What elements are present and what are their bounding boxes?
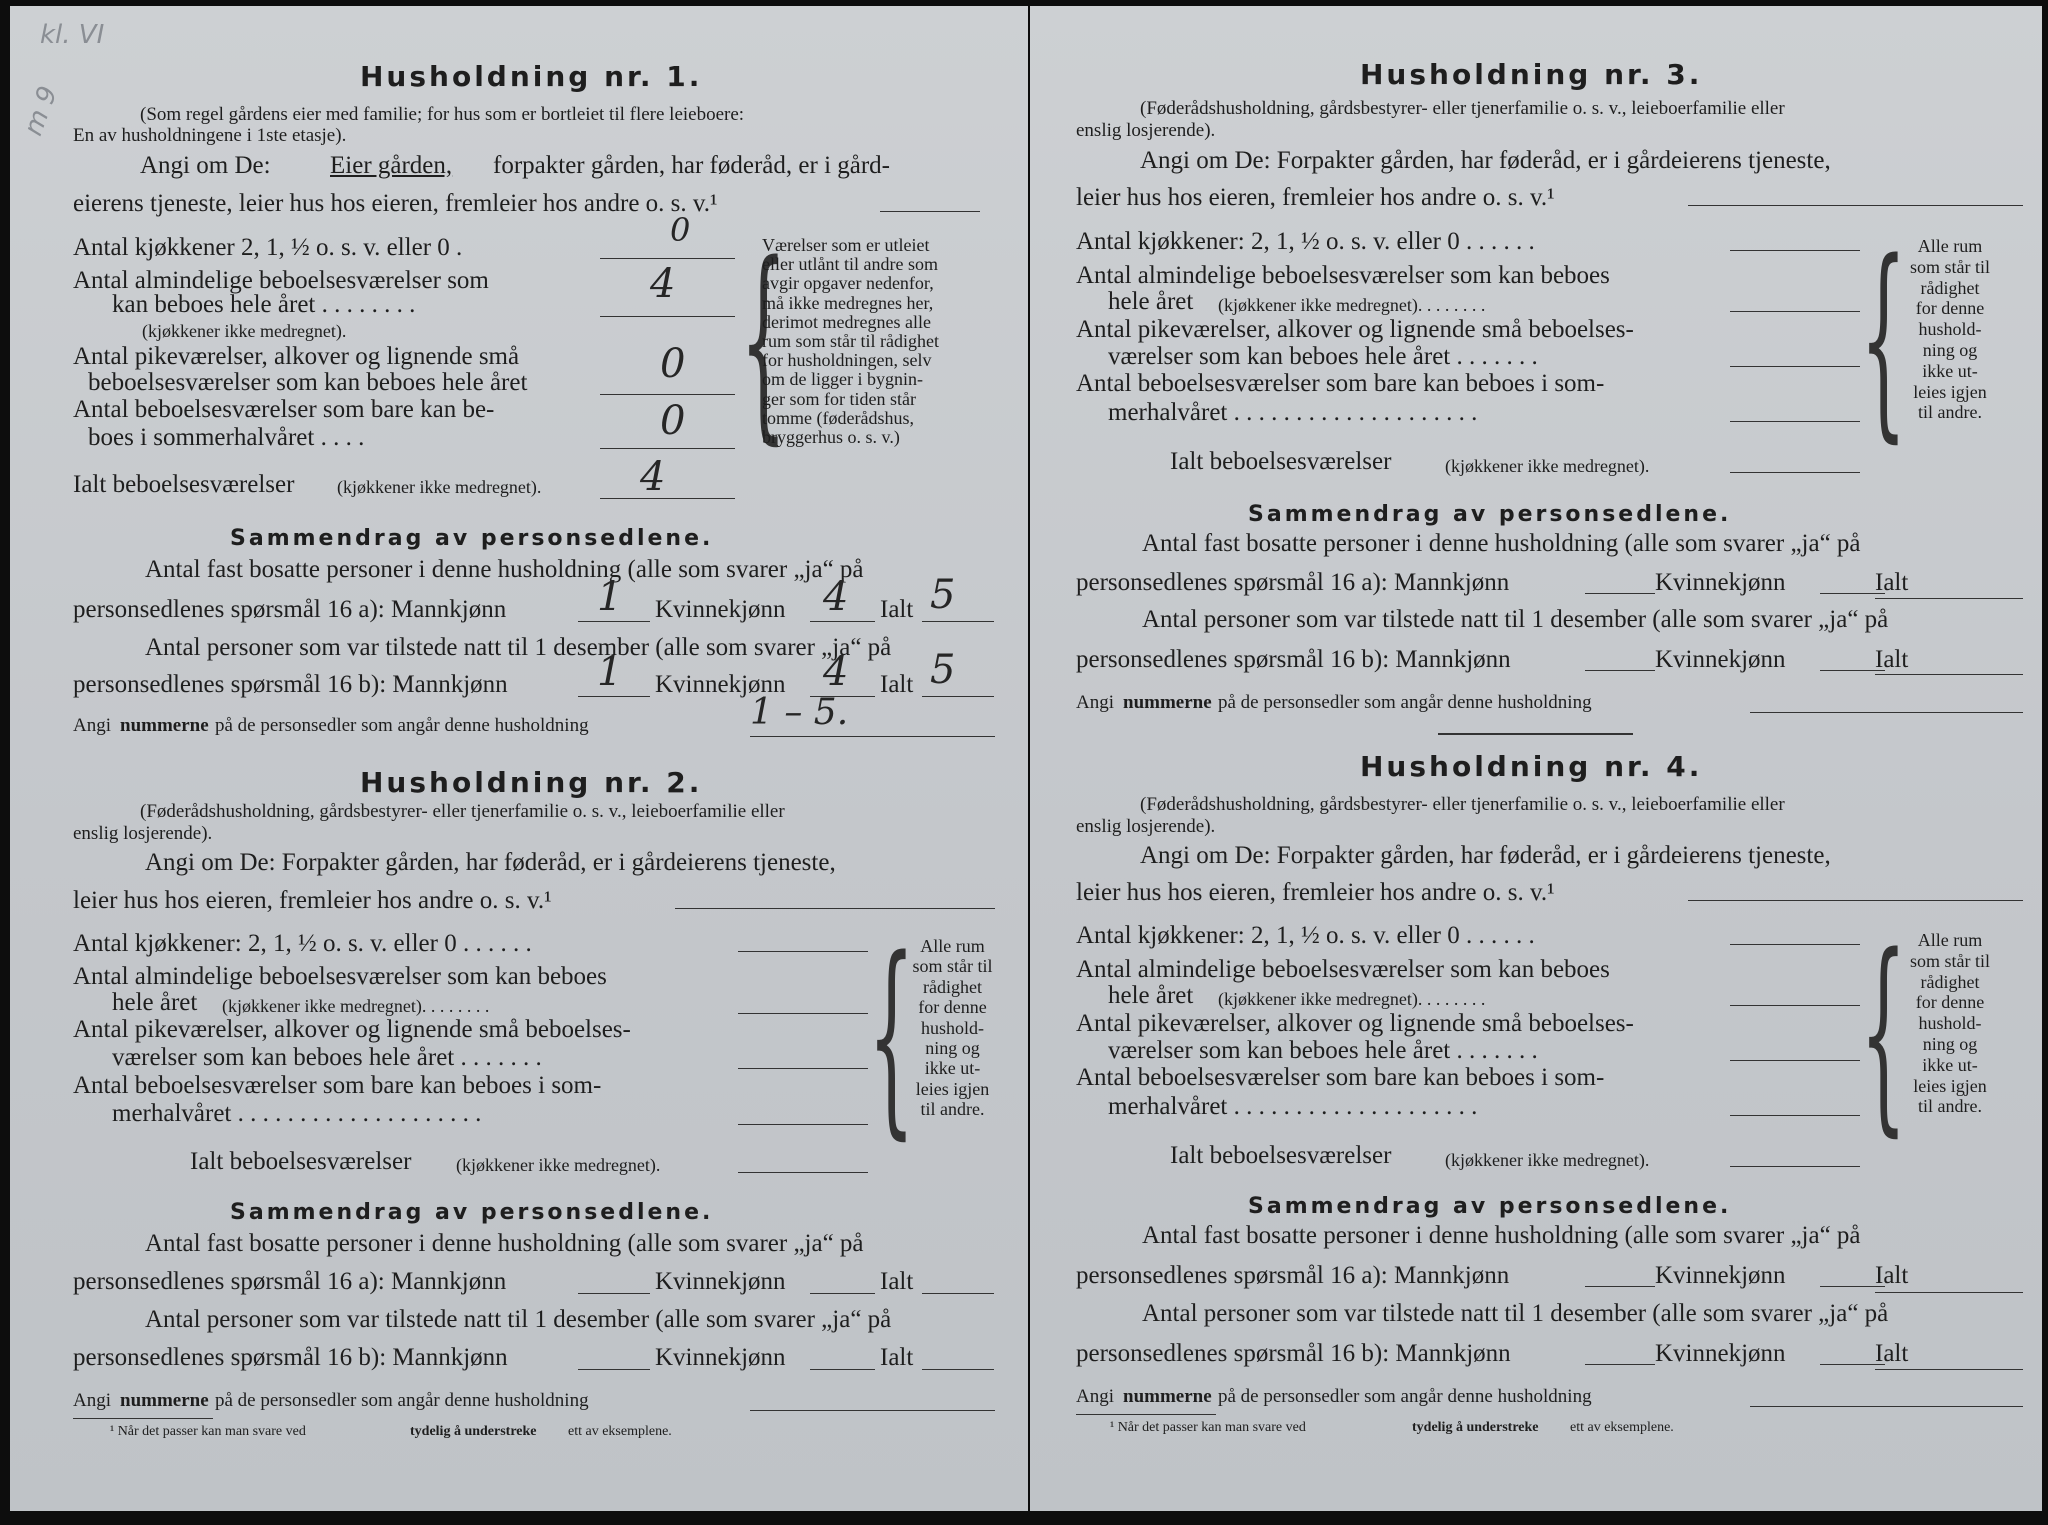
hh1-small-label1: Antal pikeværelser, alkover og lignende små <box>73 343 520 370</box>
hh1-side-note-line: ger som for tiden står <box>762 388 916 409</box>
hh2-side-note-line: ikke ut- <box>924 1058 981 1079</box>
hh1-side-note-line: rum som står til rådighet <box>762 331 939 352</box>
hh3-small-label2: værelser som kan beboes hele året . . . . . . . <box>1108 343 1538 370</box>
hh4-total-line <box>1730 1166 1860 1167</box>
hh4-numbers-label-c: på de personsedler som angår denne husholdning <box>1218 1386 1592 1407</box>
hh3-note-line2: enslig losjerende). <box>1076 120 1216 141</box>
hh4-numbers-label-a: Angi <box>1076 1386 1114 1407</box>
hh1-side-note-line: tomme (føderådshus, <box>762 407 914 428</box>
hh1-summer-line <box>600 448 735 449</box>
hh1-numbers-label-b: nummerne <box>120 715 209 736</box>
hh2-angi-line1: Angi om De: Forpakter gården, har føderåd, er i gårdeierens tjeneste, <box>145 849 836 876</box>
hh3-small-label1: Antal pikeværelser, alkover og lignende små beboelses- <box>1076 316 1634 343</box>
hh2-rooms-label1: Antal almindelige beboelsesværelser som kan beboes <box>73 963 607 990</box>
hh2-numbers-line <box>750 1410 995 1411</box>
hh2-fast-male-line <box>578 1293 650 1294</box>
hh1-small-line <box>600 394 735 395</box>
hh2-rooms-note: (kjøkkener ikke medregnet). . . . . . . . <box>222 996 490 1016</box>
pencil-mark-top: kl. VI <box>40 20 105 50</box>
hh3-total-label: Ialt beboelsesværelser <box>1170 448 1392 475</box>
hh3-angi-answer-line <box>1688 205 2023 206</box>
hh4-fast-total-label: Ialt <box>1875 1262 1909 1289</box>
hh3-til-total-label: Ialt <box>1875 646 1909 673</box>
hh4-fast-line2: personsedlenes spørsmål 16 a): Mannkjønn <box>1076 1262 1510 1289</box>
hh4-summer-label1: Antal beboelsesværelser som bare kan beboes i som- <box>1076 1064 1605 1091</box>
hh2-note-line1: (Føderådshusholdning, gårdsbestyrer- eller tjenerfamilie o. s. v., leieboerfamilie eller <box>140 801 785 822</box>
hh2-fast-total-line <box>922 1293 994 1294</box>
hh2-til-line2: personsedlenes spørsmål 16 b): Mannkjønn <box>73 1344 508 1371</box>
hh1-til-male-line <box>578 696 650 697</box>
hh4-fast-female-label: Kvinnekjønn <box>1655 1262 1786 1289</box>
hh4-fast-total-line <box>1875 1292 2023 1293</box>
hh4-side-note-line: til andre. <box>1918 1096 1982 1117</box>
hh4-total-label: Ialt beboelsesværelser <box>1170 1142 1392 1169</box>
footnote-right-a: ¹ Når det passer kan man svare ved <box>1110 1420 1306 1435</box>
hh3-angi-line1: Angi om De: Forpakter gården, har føderåd, er i gårdeierens tjeneste, <box>1140 147 1831 174</box>
hh3-side-note-line: til andre. <box>1918 402 1982 423</box>
hh3-small-line <box>1730 366 1860 367</box>
hh4-rooms-note: (kjøkkener ikke medregnet). . . . . . . . <box>1218 989 1486 1009</box>
hh4-side-note-line: leies igjen <box>1913 1075 1987 1096</box>
hh2-til-female-line <box>810 1369 875 1370</box>
hh1-numbers-line <box>750 736 995 737</box>
hh2-angi-answer-line <box>675 908 995 909</box>
hh2-total-line <box>738 1172 868 1173</box>
hh3-side-note-line: Alle rum <box>1917 236 1983 256</box>
hh2-til-total-line <box>922 1369 994 1370</box>
hh4-angi-answer-line <box>1688 900 2023 901</box>
hh2-summer-label1: Antal beboelsesværelser som bare kan beboes i som- <box>73 1072 602 1099</box>
hh3-fast-line1: Antal fast bosatte personer i denne husholdning (alle som svarer „ja“ på <box>1142 530 1861 557</box>
hh2-til-female-label: Kvinnekjønn <box>655 1344 786 1371</box>
hh1-total-note: (kjøkkener ikke medregnet). <box>337 477 542 497</box>
hh3-rooms-label1: Antal almindelige beboelsesværelser som kan beboes <box>1076 262 1610 289</box>
hh1-fast-male: 1 <box>597 574 623 620</box>
hh2-side-note-line: for denne <box>918 997 987 1018</box>
hh2-kitchens-label: Antal kjøkkener: 2, 1, ½ o. s. v. eller 0 . . . . . . <box>73 930 532 957</box>
hh4-summary-title: Sammendrag av personsedlene. <box>1248 1194 1732 1219</box>
hh1-small-label2: beboelsesværelser som kan beboes hele året <box>88 369 528 396</box>
hh1-brace: { <box>740 218 787 463</box>
hh2-summer-line <box>738 1124 868 1125</box>
hh4-brace: { <box>1860 910 1907 1155</box>
hh1-angi-line2: eierens tjeneste, leier hus hos eieren, fremleier hos andre o. s. v.¹ <box>73 190 718 217</box>
hh3-til-female-label: Kvinnekjønn <box>1655 646 1786 673</box>
hh1-small-value: 0 <box>660 341 686 387</box>
hh1-side-note <box>762 236 1002 447</box>
hh3-rooms-label2: hele året <box>1108 288 1194 315</box>
hh4-fast-line1: Antal fast bosatte personer i denne husholdning (alle som svarer „ja“ på <box>1142 1222 1861 1249</box>
hh4-numbers-line <box>1750 1406 2023 1407</box>
hh2-summary-title: Sammendrag av personsedlene. <box>230 1200 714 1225</box>
hh4-side-note <box>1885 930 2015 1117</box>
hh2-til-total-label: Ialt <box>880 1344 914 1371</box>
hh3-total-line <box>1730 472 1860 473</box>
pencil-mark-side: m 9 <box>18 82 64 140</box>
hh2-numbers-label-c: på de personsedler som angår denne husholdning <box>215 1390 589 1411</box>
hh1-side-note-line: om de ligger i bygnin- <box>762 369 923 390</box>
hh1-rooms-label1: Antal almindelige beboelsesværelser som <box>73 267 489 294</box>
hh2-numbers-label-b: nummerne <box>120 1390 209 1411</box>
hh1-side-note-line: derimot medregnes alle <box>762 311 931 332</box>
hh1-rooms-label2: kan beboes hele året . . . . . . . . <box>112 291 416 318</box>
hh4-numbers-label-b: nummerne <box>1123 1386 1212 1407</box>
hh4-small-line <box>1730 1060 1860 1061</box>
hh4-til-line1: Antal personer som var tilstede natt til 1 desember (alle som svarer „ja“ på <box>1142 1300 1889 1327</box>
hh4-rooms-label2: hele året <box>1108 982 1194 1009</box>
hh1-til-total: 5 <box>930 647 956 693</box>
hh1-rooms-value: 4 <box>650 261 676 307</box>
hh2-fast-line1: Antal fast bosatte personer i denne husholdning (alle som svarer „ja“ på <box>145 1230 864 1257</box>
hh2-rooms-line <box>738 1013 868 1014</box>
hh3-summer-line <box>1730 421 1860 422</box>
hh1-fast-female-label: Kvinnekjønn <box>655 596 786 623</box>
hh3-til-line1: Antal personer som var tilstede natt til 1 desember (alle som svarer „ja“ på <box>1142 606 1889 633</box>
hh1-angi-options: forpakter gården, har føderåd, er i gård- <box>493 152 891 179</box>
hh3-kitchens-label: Antal kjøkkener: 2, 1, ½ o. s. v. eller 0 . . . . . . <box>1076 228 1535 255</box>
hh2-side-note <box>890 936 1015 1120</box>
hh1-angi-eier-underlined: Eier gården, <box>330 152 453 179</box>
hh4-til-male-line <box>1585 1364 1655 1365</box>
hh2-total-label: Ialt beboelsesværelser <box>190 1148 412 1175</box>
hh3-side-note-line: rådighet <box>1920 277 1980 298</box>
left-page <box>10 6 1028 1511</box>
hh2-fast-line2: personsedlenes spørsmål 16 a): Mannkjønn <box>73 1268 507 1295</box>
hh3-fast-total-line <box>1875 598 2023 599</box>
hh4-summer-label2: merhalvåret . . . . . . . . . . . . . . . . . . . . <box>1108 1093 1478 1120</box>
hh4-side-note-line: rådighet <box>1920 971 1980 992</box>
hh1-numbers-label-a: Angi <box>73 715 111 736</box>
hh2-numbers-label-a: Angi <box>73 1390 111 1411</box>
hh4-small-label1: Antal pikeværelser, alkover og lignende små beboelses- <box>1076 1010 1634 1037</box>
hh3-numbers-label-c: på de personsedler som angår denne husholdning <box>1218 692 1592 713</box>
hh4-angi-line1: Angi om De: Forpakter gården, har føderåd, er i gårdeierens tjeneste, <box>1140 842 1831 869</box>
hh3-side-note-line: som står til <box>1910 256 1990 277</box>
hh2-rooms-label2: hele året <box>112 989 198 1016</box>
hh3-fast-line2: personsedlenes spørsmål 16 a): Mannkjønn <box>1076 569 1510 596</box>
footnote-right-c: ett av eksemplene. <box>1570 1420 1674 1435</box>
hh3-rooms-line <box>1730 311 1860 312</box>
hh3-numbers-label-b: nummerne <box>1123 692 1212 713</box>
hh1-note-line1: (Som regel gårdens eier med familie; for hus som er bortleiet til flere leieboere: <box>140 104 745 125</box>
hh3-til-line2: personsedlenes spørsmål 16 b): Mannkjønn <box>1076 646 1511 673</box>
hh1-side-note-line: må ikke medregnes her, <box>762 292 934 313</box>
hh1-fast-female-line <box>810 621 875 622</box>
hh3-summer-label1: Antal beboelsesværelser som bare kan beboes i som- <box>1076 370 1605 397</box>
hh2-small-label2: værelser som kan beboes hele året . . . . . . . <box>112 1044 542 1071</box>
hh3-side-note-line: ikke ut- <box>1922 360 1978 381</box>
hh1-rooms-line <box>600 316 735 317</box>
hh1-til-female: 4 <box>823 649 849 695</box>
hh1-summer-value: 0 <box>660 398 686 444</box>
hh3-summer-label2: merhalvåret . . . . . . . . . . . . . . . . . . . . <box>1108 399 1478 426</box>
hh1-summer-label2: boes i sommerhalvåret . . . . <box>88 424 365 451</box>
hh1-fast-total: 5 <box>930 572 956 618</box>
hh4-small-label2: værelser som kan beboes hele året . . . . . . . <box>1108 1037 1538 1064</box>
hh4-angi-line2: leier hus hos eieren, fremleier hos andre o. s. v.¹ <box>1076 879 1555 906</box>
hh2-small-label1: Antal pikeværelser, alkover og lignende små beboelses- <box>73 1016 631 1043</box>
hh1-angi-answer-line <box>880 211 980 212</box>
hh3-side-note-line: for denne <box>1915 298 1985 319</box>
hh2-fast-total-label: Ialt <box>880 1268 914 1295</box>
hh1-side-note-line: avgir opgaver nedenfor, <box>762 273 934 294</box>
hh1-kitchens-label: Antal kjøkkener 2, 1, ½ o. s. v. eller 0 . <box>73 234 463 261</box>
footnote-right-b: tydelig å understreke <box>1412 1420 1539 1435</box>
hh3-fast-female-label: Kvinnekjønn <box>1655 569 1786 596</box>
hh3-total-note: (kjøkkener ikke medregnet). <box>1445 456 1650 476</box>
hh1-kitchens-value: 0 <box>670 211 691 249</box>
hh4-til-line2: personsedlenes spørsmål 16 b): Mannkjønn <box>1076 1340 1511 1367</box>
footnote-left-c: ett av eksemplene. <box>568 1424 672 1439</box>
hh3-title: Husholdning nr. 3. <box>1360 58 1703 91</box>
hh3-fast-male-line <box>1585 593 1655 594</box>
hh2-brace: { <box>868 913 915 1158</box>
hh4-note-line1: (Føderådshusholdning, gårdsbestyrer- eller tjenerfamilie o. s. v., leieboerfamilie eller <box>1140 794 1785 815</box>
hh1-fast-total-label: Ialt <box>880 596 914 623</box>
hh3-til-male-line <box>1585 670 1655 671</box>
hh2-fast-female-line <box>810 1293 875 1294</box>
hh1-til-female-label: Kvinnekjønn <box>655 671 786 698</box>
hh2-side-note-line: hushold- <box>921 1017 984 1038</box>
section-divider <box>1438 733 1633 735</box>
footnote-rule-left <box>73 1418 213 1419</box>
hh4-til-female-label: Kvinnekjønn <box>1655 1340 1786 1367</box>
hh1-side-note-line: bryggerhus o. s. v.) <box>762 427 900 448</box>
hh1-numbers-value: 1 – 5. <box>750 692 849 733</box>
hh2-title: Husholdning nr. 2. <box>360 766 703 799</box>
hh2-kitchens-line <box>738 951 868 952</box>
hh2-side-note-line: som står til <box>912 956 993 977</box>
footnote-rule-right <box>1076 1414 1216 1415</box>
footnote-left-b: tydelig å understreke <box>410 1424 537 1439</box>
footnote-left-a: ¹ Når det passer kan man svare ved <box>110 1424 306 1439</box>
hh1-fast-male-line <box>578 621 650 622</box>
hh1-total-label: Ialt beboelsesværelser <box>73 471 295 498</box>
hh1-total-value: 4 <box>640 454 666 500</box>
hh3-rooms-note: (kjøkkener ikke medregnet). . . . . . . . <box>1218 295 1486 315</box>
right-page <box>1030 6 2042 1511</box>
hh1-til-line2: personsedlenes spørsmål 16 b): Mannkjønn <box>73 671 508 698</box>
hh4-kitchens-label: Antal kjøkkener: 2, 1, ½ o. s. v. eller 0 . . . . . . <box>1076 922 1535 949</box>
hh4-side-note-line: for denne <box>1915 992 1985 1013</box>
hh4-til-total-label: Ialt <box>1875 1340 1909 1367</box>
hh1-rooms-label3: (kjøkkener ikke medregnet). <box>142 321 347 341</box>
hh3-angi-line2: leier hus hos eieren, fremleier hos andre o. s. v.¹ <box>1076 184 1555 211</box>
hh1-side-note-line: for husholdningen, selv <box>762 350 932 371</box>
hh1-fast-female: 4 <box>823 574 849 620</box>
hh1-summer-label1: Antal beboelsesværelser som bare kan be- <box>73 396 495 423</box>
hh2-side-note-line: til andre. <box>920 1099 985 1120</box>
hh3-brace: { <box>1860 216 1907 461</box>
hh4-title: Husholdning nr. 4. <box>1360 750 1703 783</box>
hh3-fast-total-label: Ialt <box>1875 569 1909 596</box>
hh2-side-note-line: Alle rum <box>920 936 985 956</box>
hh4-total-note: (kjøkkener ikke medregnet). <box>1445 1150 1650 1170</box>
hh1-summary-title: Sammendrag av personsedlene. <box>230 526 714 551</box>
hh2-total-note: (kjøkkener ikke medregnet). <box>456 1155 661 1175</box>
hh2-til-line1: Antal personer som var tilstede natt til 1 desember (alle som svarer „ja“ på <box>145 1306 892 1333</box>
hh1-fast-total-line <box>922 621 994 622</box>
hh3-kitchens-line <box>1730 250 1860 251</box>
hh1-fast-line2: personsedlenes spørsmål 16 a): Mannkjønn <box>73 596 507 623</box>
hh1-til-total-line <box>922 696 994 697</box>
hh1-numbers-label-c: på de personsedler som angår denne husholdning <box>215 715 589 736</box>
hh4-summer-line <box>1730 1115 1860 1116</box>
hh4-rooms-label1: Antal almindelige beboelsesværelser som kan beboes <box>1076 956 1610 983</box>
hh3-numbers-label-a: Angi <box>1076 692 1114 713</box>
hh1-side-note-line: eller utlånt til andre som <box>762 254 938 275</box>
hh3-note-line1: (Føderådshusholdning, gårdsbestyrer- eller tjenerfamilie o. s. v., leieboerfamilie eller <box>1140 98 1785 119</box>
hh4-rooms-line <box>1730 1005 1860 1006</box>
hh3-numbers-line <box>1750 712 2023 713</box>
hh4-side-note-line: som står til <box>1910 950 1990 971</box>
hh4-side-note-line: ikke ut- <box>1922 1054 1978 1075</box>
hh3-side-note <box>1885 236 2015 423</box>
hh4-side-note-line: ning og <box>1922 1033 1978 1054</box>
hh1-total-line <box>600 498 735 499</box>
hh2-til-male-line <box>578 1369 650 1370</box>
hh1-til-male: 1 <box>597 649 623 695</box>
hh1-title: Husholdning nr. 1. <box>360 60 703 93</box>
hh1-til-line1: Antal personer som var tilstede natt til 1 desember (alle som svarer „ja“ på <box>145 634 892 661</box>
hh4-fast-male-line <box>1585 1286 1655 1287</box>
hh2-summer-label2: merhalvåret . . . . . . . . . . . . . . . . . . . . <box>112 1100 482 1127</box>
hh2-angi-line2: leier hus hos eieren, fremleier hos andre o. s. v.¹ <box>73 887 552 914</box>
hh4-note-line2: enslig losjerende). <box>1076 816 1216 837</box>
hh1-note-line2: En av husholdningene i 1ste etasje). <box>73 125 347 146</box>
hh3-side-note-line: ning og <box>1922 339 1978 360</box>
hh2-side-note-line: leies igjen <box>915 1078 990 1099</box>
hh3-til-total-line <box>1875 674 2023 675</box>
hh2-side-note-line: rådighet <box>923 976 982 997</box>
hh2-side-note-line: ning og <box>925 1038 980 1059</box>
hh1-til-total-label: Ialt <box>880 671 914 698</box>
hh4-til-total-line <box>1875 1369 2023 1370</box>
hh4-kitchens-line <box>1730 944 1860 945</box>
hh4-side-note-line: Alle rum <box>1917 930 1983 950</box>
hh1-side-note-line: Værelser som er utleiet <box>762 235 930 255</box>
hh2-note-line2: enslig losjerende). <box>73 823 213 844</box>
hh1-angi-label: Angi om De: <box>140 152 271 179</box>
hh3-side-note-line: hushold- <box>1918 319 1982 340</box>
hh4-side-note-line: hushold- <box>1918 1013 1982 1034</box>
hh3-summary-title: Sammendrag av personsedlene. <box>1248 502 1732 527</box>
hh1-fast-line1: Antal fast bosatte personer i denne husholdning (alle som svarer „ja“ på <box>145 556 864 583</box>
hh1-kitchens-line <box>600 258 735 259</box>
hh2-small-line <box>738 1068 868 1069</box>
hh2-fast-female-label: Kvinnekjønn <box>655 1268 786 1295</box>
hh3-side-note-line: leies igjen <box>1913 381 1987 402</box>
